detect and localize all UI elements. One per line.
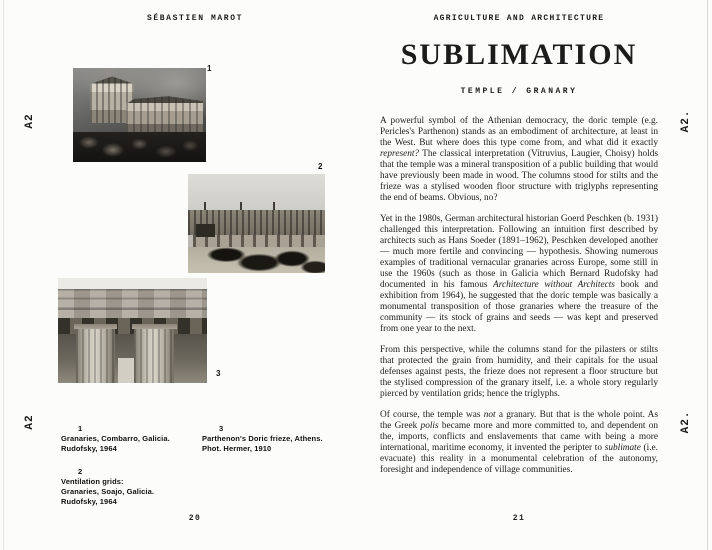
photo-detail (196, 224, 215, 237)
right-page-number: 21 (512, 514, 526, 523)
photo-detail (132, 324, 177, 329)
chapter-subtitle: TEMPLE / GRANARY (460, 87, 578, 96)
figure-3-number: 3 (216, 369, 221, 378)
photo-detail (126, 96, 203, 132)
scan-edge-left (3, 0, 4, 550)
caption-line: Rudofsky, 1964 (61, 497, 117, 506)
photo-detail (188, 247, 325, 273)
caption-number: 2 (78, 467, 83, 476)
caption-line: Rudofsky, 1964 (61, 444, 117, 453)
photo-detail (240, 202, 242, 210)
left-running-head: SÉBASTIEN MAROT (146, 14, 243, 23)
left-page-number: 20 (188, 514, 202, 523)
caption-line: Granaries, Soajo, Galicia. (61, 487, 155, 496)
scan-edge-right (707, 0, 708, 550)
right-running-head: AGRICULTURE AND ARCHITECTURE (433, 14, 605, 23)
figure-2-photo-granaries-soajo (188, 174, 325, 273)
photo-detail (76, 324, 115, 383)
photo-detail (273, 202, 275, 210)
captions-column-2 (202, 424, 334, 454)
paragraph: A powerful symbol of the Athenian democracy, the doric temple (e.g. Pericles's Parthenon) stands as an embodiment of architecture, at least in the West. But where does this type come from, and what did it exactly represent? The classical interpretation (Vitruvius, Laugier, Choisy) holds that the temple was a mineral transposition of a public building that would have previously been made in wood. The columns stood for stilts and the frieze was a stylised wooden floor structure with triglyphs representing the end of beams. Obvious, no? (380, 116, 658, 203)
photo-detail (73, 132, 206, 162)
caption-line: Phot. Hermer, 1910 (202, 444, 272, 453)
figure-1-photo-granary-combarro (73, 68, 206, 162)
margin-mark-right-bottom: A2. (680, 410, 692, 434)
caption-number: 3 (219, 424, 224, 433)
margin-mark-left-bottom: A2 (24, 414, 36, 430)
figure-1-number: 1 (207, 64, 212, 73)
article-body (380, 116, 658, 476)
figure-2-number: 2 (318, 162, 323, 171)
caption-line: Ventilation grids: (61, 477, 124, 486)
paragraph: From this perspective, while the columns stand for the pilasters or stilts that protected the grain from humidity, and their capitals for the usual defenses against pests, the frieze does not represent a floor structure but the stylised compression of the granary itself, i.e. a whole story regularly pierced by ventilation grids; hence the triglyphs. (380, 345, 658, 399)
margin-mark-right-top: A2. (680, 109, 692, 133)
paragraph: Of course, the temple was not a granary. But that is the whole point. As the Greek polis became more and more committed to, and dependent on the, imports, conflicts and enslavements that came with being a more international, maritime economy, it invented the peripter to sublimate (i.e. evacuate) this reality in a monumental celebration of the autonomy, foresight and independence of village communities. (380, 410, 659, 475)
photo-detail (74, 324, 117, 329)
caption-2 (61, 467, 193, 507)
caption-1 (61, 424, 193, 454)
caption-number: 1 (78, 424, 83, 433)
margin-mark-left-top: A2 (24, 113, 36, 129)
paragraph: Yet in the 1980s, German architectural historian Goerd Peschken (b. 1931) challenged this interpretation. Following an intuition first described by architects such as Hans Soeder (1891–1962), Peschken developed another — much more fertile and convincing — hypothesis. Showing numerous examples of traditional vernacular granaries across Europe, some still in use the 1960s (such as those in Galicia which Bernard Rudofsky had documented in his famous Architecture without Architects book and exhibition from 1964), he suggested that the doric temple was basically a monumental transposition of those granaries where the treasure of the community — its stock of grains and seeds — was kept and preserved from one year to the next. (380, 214, 659, 334)
chapter-title: SUBLIMATION (400, 38, 638, 71)
photo-detail (204, 202, 206, 210)
photo-detail (58, 289, 207, 318)
photo-detail (134, 324, 174, 383)
figure-3-photo-parthenon-frieze (58, 278, 207, 383)
caption-line: Granaries, Combarro, Galicia. (61, 434, 170, 443)
caption-line: Parthenon's Doric frieze, Athens. (202, 434, 323, 443)
caption-3 (202, 424, 334, 454)
captions-column-1 (61, 424, 193, 507)
